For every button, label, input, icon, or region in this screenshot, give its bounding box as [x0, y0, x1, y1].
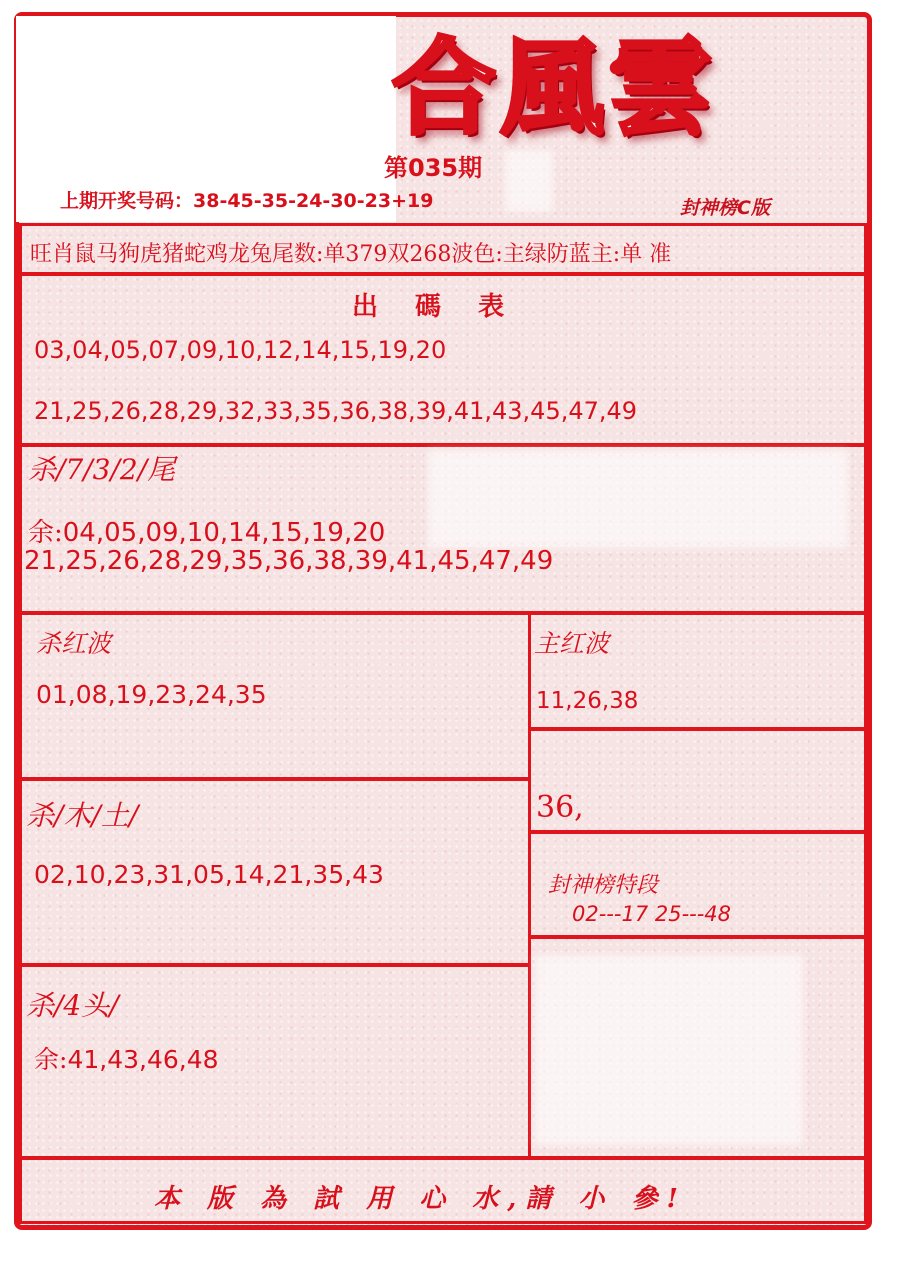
- blurred-area: [535, 955, 803, 1145]
- rest-label: 余:: [28, 518, 63, 548]
- code-table-line1: 03,04,05,07,09,10,12,14,15,19,20: [34, 336, 447, 364]
- kill-red-numbers: 01,08,19,23,24,35: [36, 680, 267, 709]
- last-draw-numbers: 38-45-35-24-30-23+19: [193, 190, 434, 212]
- main-red-title: 主红波: [534, 629, 610, 658]
- kill-head-title: 杀/4头/: [26, 989, 119, 1022]
- kill-head-numbers: 41,43,46,48: [67, 1045, 219, 1074]
- page-title: 合風雲: [392, 26, 717, 149]
- kill-head-line: [34, 1040, 219, 1076]
- kill-tail-title: 杀/7/3/2/尾: [28, 453, 176, 486]
- blurred-area: [428, 450, 848, 548]
- kill-tail-line1: [28, 512, 385, 549]
- special-values: 02---17 25---48: [572, 902, 732, 926]
- code-table-line2: 21,25,26,28,29,32,33,35,36,38,39,41,43,45,47,49: [34, 397, 638, 425]
- edition-label: 封神榜C版: [680, 197, 770, 219]
- pick-value: 36,: [536, 790, 584, 825]
- main-red-numbers: 11,26,38: [536, 688, 639, 714]
- kill-elements-numbers: 02,10,23,31,05,14,21,35,43: [34, 860, 384, 889]
- rest-label: 余:: [34, 1045, 68, 1074]
- summary-text: 旺肖鼠马狗虎猪蛇鸡龙兔尾数:单379双268波色:主绿防蓝主:单 准: [30, 242, 672, 267]
- kill-red-title: 杀红波: [36, 629, 112, 658]
- kill-tail-numbers: 04,05,09,10,14,15,19,20: [62, 518, 386, 548]
- footer-note: 本 版 為 試 用 心 水,請 小 參!: [154, 1184, 687, 1214]
- last-draw-label: 上期开奖号码：: [60, 190, 194, 212]
- kill-elements-title: 杀/木/土/: [26, 799, 139, 832]
- last-draw: [60, 186, 433, 213]
- code-table-title: 出 碼 表: [352, 292, 519, 322]
- blurred-area: [505, 150, 553, 212]
- issue-number: 第035期: [384, 154, 483, 182]
- kill-tail-line2: 21,25,26,28,29,35,36,38,39,41,45,47,49: [24, 546, 554, 576]
- special-title: 封神榜特段: [548, 873, 659, 898]
